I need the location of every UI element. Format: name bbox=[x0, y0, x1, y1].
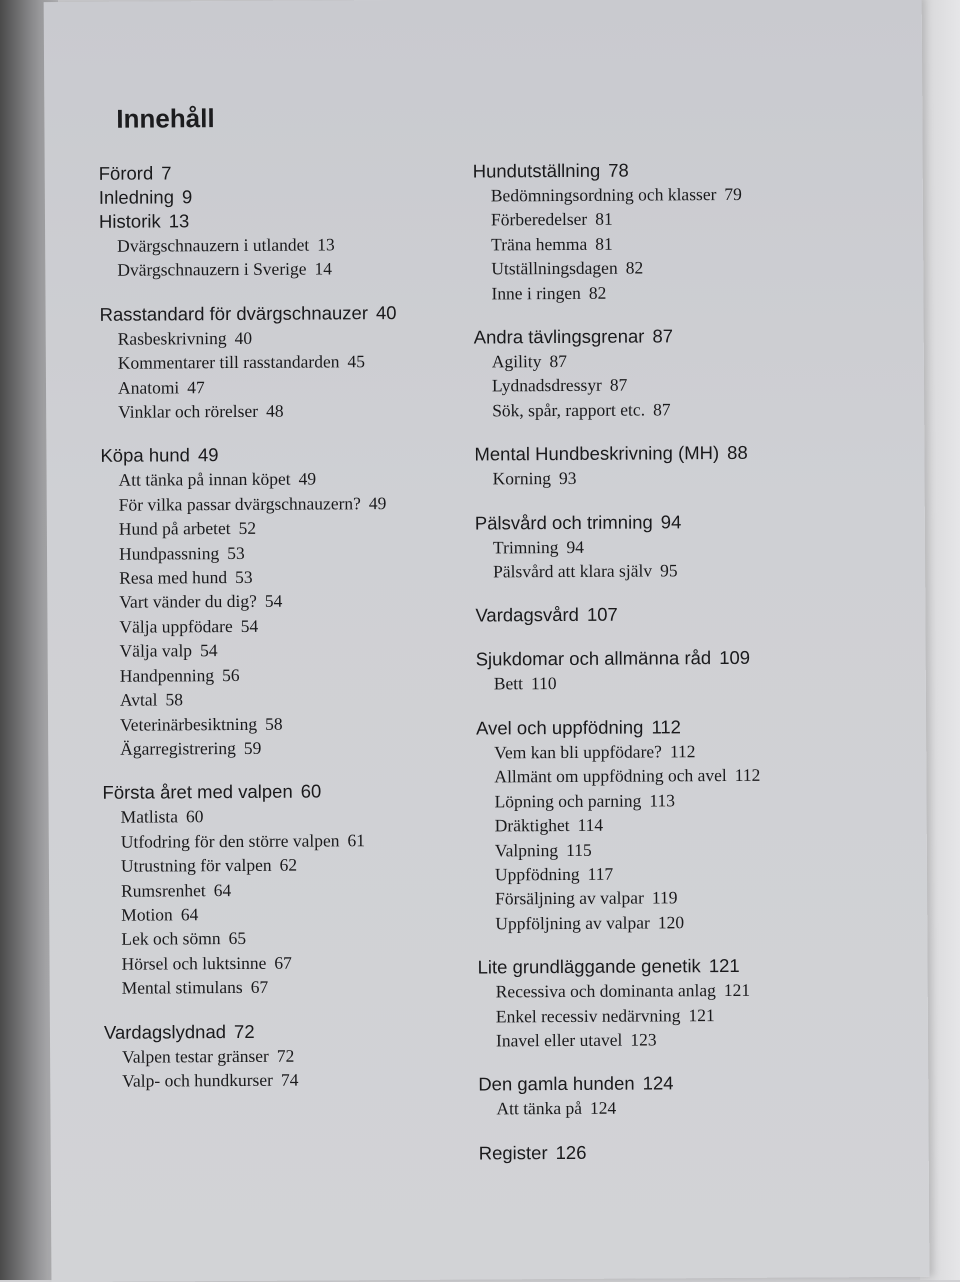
toc-chapter bbox=[104, 1018, 474, 1044]
subsection-title: Hundpassning bbox=[118, 542, 220, 564]
subsection-title: Inne i ringen bbox=[491, 282, 581, 304]
chapter-page-number: 60 bbox=[300, 780, 322, 802]
subsection-page-number: 87 bbox=[549, 350, 568, 372]
chapter-title: Avel och uppfödning bbox=[476, 716, 644, 739]
subsection-title: Förberedelser bbox=[490, 209, 588, 230]
subsection-page-number: 110 bbox=[530, 673, 557, 694]
subsection-page-number: 121 bbox=[688, 1004, 715, 1025]
toc-chapter bbox=[99, 160, 469, 186]
subsection-title: Agility bbox=[491, 351, 542, 372]
chapter-title: Första året med valpen bbox=[102, 780, 293, 804]
toc-section bbox=[477, 953, 898, 1053]
toc-chapter bbox=[473, 157, 893, 184]
toc-subsection bbox=[103, 852, 473, 879]
subsection-page-number: 119 bbox=[651, 887, 678, 908]
toc-subsection bbox=[99, 256, 469, 283]
page-title: Innehåll bbox=[116, 103, 215, 134]
subsection-title: Välja uppfödare bbox=[119, 615, 233, 637]
subsection-title: Korning bbox=[492, 468, 551, 489]
subsection-title: Valpning bbox=[494, 839, 559, 860]
toc-chapter bbox=[476, 714, 896, 741]
toc-subsection bbox=[476, 738, 896, 765]
subsection-title: Resa med hund bbox=[119, 567, 228, 588]
toc-subsection bbox=[103, 925, 473, 952]
subsection-title: Matlista bbox=[120, 806, 179, 828]
chapter-title: Andra tävlingsgrenar bbox=[473, 325, 645, 348]
chapter-page-number: 121 bbox=[708, 955, 740, 977]
toc-subsection bbox=[478, 1094, 898, 1121]
subsection-title: Trimning bbox=[492, 536, 559, 558]
toc-subsection bbox=[476, 669, 896, 696]
toc-subsection bbox=[102, 686, 472, 713]
subsection-title: Uppföljning av valpar bbox=[495, 912, 650, 934]
subsection-title: Vart vänder du dig? bbox=[119, 591, 257, 613]
subsection-page-number: 81 bbox=[595, 233, 613, 254]
toc-section bbox=[478, 1070, 898, 1121]
toc-chapter bbox=[478, 1070, 898, 1097]
subsection-page-number: 54 bbox=[264, 591, 283, 612]
toc-chapter bbox=[477, 953, 897, 980]
toc-chapter bbox=[474, 440, 894, 467]
toc-subsection bbox=[101, 564, 471, 591]
chapter-page-number: 49 bbox=[197, 444, 219, 466]
toc-chapter bbox=[479, 1139, 899, 1166]
subsection-page-number: 54 bbox=[199, 640, 218, 661]
toc-subsection bbox=[102, 661, 472, 688]
subsection-title: Utfodring för den större valpen bbox=[120, 830, 340, 852]
chapter-title: Förord bbox=[98, 162, 154, 184]
chapter-page-number: 94 bbox=[660, 510, 682, 533]
chapter-title: Register bbox=[478, 1141, 548, 1164]
toc-subsection bbox=[104, 1042, 474, 1069]
chapter-title: Lite grundläggande genetik bbox=[477, 955, 701, 978]
subsection-title: Dräktighet bbox=[494, 815, 570, 836]
subsection-page-number: 112 bbox=[734, 765, 761, 786]
toc-subsection bbox=[475, 557, 895, 584]
subsection-page-number: 59 bbox=[243, 737, 262, 758]
subsection-page-number: 95 bbox=[660, 560, 678, 581]
toc-subsection bbox=[104, 1067, 474, 1094]
toc-chapter bbox=[100, 442, 470, 468]
toc-section bbox=[104, 1018, 474, 1093]
subsection-page-number: 65 bbox=[228, 928, 247, 949]
subsection-page-number: 40 bbox=[234, 327, 253, 348]
subsection-title: Rasbeskrivning bbox=[117, 327, 227, 349]
toc-section bbox=[475, 601, 895, 628]
subsection-title: Hörsel och luktsinne bbox=[121, 952, 267, 974]
toc-subsection bbox=[473, 205, 893, 232]
toc-subsection bbox=[103, 900, 473, 927]
toc-section bbox=[102, 779, 473, 1001]
subsection-page-number: 120 bbox=[657, 911, 685, 933]
subsection-title: Inavel eller utavel bbox=[495, 1029, 623, 1051]
subsection-title: Recessiva och dominanta anlag bbox=[495, 980, 716, 1002]
subsection-page-number: 121 bbox=[723, 979, 751, 1001]
subsection-page-number: 60 bbox=[185, 806, 204, 827]
chapter-page-number: 87 bbox=[652, 325, 674, 347]
subsection-page-number: 52 bbox=[238, 518, 257, 539]
chapter-title: Sjukdomar och allmänna råd bbox=[475, 647, 712, 670]
subsection-page-number: 114 bbox=[577, 814, 604, 836]
subsection-title: Hund på arbetet bbox=[118, 518, 231, 539]
subsection-title: Vem kan bli uppfödare? bbox=[494, 741, 662, 763]
toc-subsection bbox=[477, 835, 897, 862]
toc-subsection bbox=[102, 734, 472, 761]
toc-subsection bbox=[103, 949, 473, 976]
subsection-page-number: 82 bbox=[625, 257, 644, 278]
subsection-page-number: 49 bbox=[298, 468, 317, 490]
subsection-title: Att tänka på innan köpet bbox=[118, 469, 291, 491]
toc-chapter bbox=[102, 779, 472, 805]
subsection-page-number: 62 bbox=[279, 854, 298, 875]
subsection-title: Lydnadsdressyr bbox=[491, 375, 602, 396]
toc-subsection bbox=[478, 1026, 898, 1053]
toc-subsection bbox=[101, 539, 471, 566]
subsection-title: Rumsrenhet bbox=[121, 879, 206, 901]
toc-subsection bbox=[474, 371, 894, 398]
toc-chapter bbox=[476, 645, 896, 672]
chapter-title: Vardagslydnad bbox=[103, 1020, 227, 1043]
subsection-page-number: 115 bbox=[565, 839, 592, 860]
subsection-page-number: 53 bbox=[227, 542, 245, 563]
toc-section bbox=[479, 1139, 899, 1166]
subsection-title: Lek och sömn bbox=[121, 928, 221, 950]
subsection-title: Bedömningsordning och klasser bbox=[490, 184, 717, 206]
subsection-title: Dvärgschnauzern i utlandet bbox=[117, 234, 310, 256]
subsection-page-number: 113 bbox=[649, 789, 675, 811]
subsection-page-number: 82 bbox=[588, 282, 607, 303]
subsection-title: Träna hemma bbox=[491, 233, 588, 255]
chapter-page-number: 126 bbox=[555, 1141, 587, 1163]
subsection-title: Löpning och parning bbox=[494, 790, 642, 812]
chapter-page-number: 88 bbox=[727, 442, 748, 464]
subsection-title: Bett bbox=[493, 673, 524, 694]
toc-subsection bbox=[476, 787, 896, 814]
toc-section bbox=[100, 442, 472, 761]
toc-subsection bbox=[102, 710, 472, 737]
toc-section bbox=[99, 300, 470, 424]
subsection-page-number: 87 bbox=[652, 399, 671, 420]
toc-chapter bbox=[475, 601, 895, 628]
toc-subsection bbox=[477, 811, 897, 838]
toc-chapter bbox=[99, 300, 469, 326]
subsection-title: Försäljning av valpar bbox=[495, 887, 644, 909]
toc-subsection bbox=[101, 612, 471, 639]
subsection-title: Valpen testar gränser bbox=[122, 1045, 269, 1067]
subsection-title: Dvärgschnauzern i Sverige bbox=[117, 258, 307, 281]
toc-subsection bbox=[476, 762, 896, 789]
book-page bbox=[44, 0, 930, 1282]
subsection-title: Att tänka på bbox=[496, 1098, 583, 1119]
toc-subsection bbox=[101, 515, 471, 542]
toc-subsection bbox=[478, 1001, 898, 1028]
subsection-title: Anatomi bbox=[117, 376, 180, 398]
subsection-title: Vinklar och rörelser bbox=[118, 400, 259, 422]
toc-section bbox=[473, 157, 894, 306]
subsection-page-number: 56 bbox=[222, 664, 240, 685]
chapter-page-number: 124 bbox=[642, 1072, 674, 1094]
toc-subsection bbox=[477, 909, 897, 936]
subsection-page-number: 79 bbox=[724, 183, 742, 204]
chapter-title: Vardagsvård bbox=[475, 604, 580, 626]
subsection-page-number: 54 bbox=[240, 615, 259, 636]
toc-section bbox=[476, 714, 897, 936]
subsection-page-number: 123 bbox=[630, 1029, 657, 1050]
chapter-title: Historik bbox=[98, 210, 161, 232]
subsection-page-number: 67 bbox=[274, 952, 292, 973]
toc-subsection bbox=[477, 860, 897, 887]
toc-subsection bbox=[473, 230, 893, 257]
subsection-page-number: 117 bbox=[587, 863, 614, 884]
toc-section bbox=[475, 509, 895, 584]
subsection-page-number: 112 bbox=[669, 741, 696, 762]
subsection-title: Mental stimulans bbox=[121, 977, 243, 998]
subsection-title: Utställningsdagen bbox=[491, 257, 618, 279]
chapter-title: Inledning bbox=[98, 186, 175, 208]
toc-subsection bbox=[474, 347, 894, 374]
chapter-page-number: 112 bbox=[651, 716, 681, 738]
toc-subsection bbox=[477, 884, 897, 911]
subsection-page-number: 94 bbox=[566, 536, 585, 557]
toc-subsection bbox=[100, 373, 470, 400]
toc-chapter bbox=[99, 208, 469, 234]
toc-subsection bbox=[474, 396, 894, 423]
toc-subsection bbox=[473, 181, 893, 208]
subsection-page-number: 64 bbox=[180, 904, 199, 925]
subsection-page-number: 58 bbox=[265, 713, 283, 734]
subsection-page-number: 14 bbox=[314, 258, 333, 279]
toc-section bbox=[99, 160, 470, 283]
chapter-page-number: 40 bbox=[375, 301, 397, 323]
subsection-page-number: 124 bbox=[589, 1098, 617, 1119]
toc-section bbox=[474, 323, 895, 423]
toc-subsection bbox=[473, 254, 893, 281]
subsection-page-number: 61 bbox=[347, 829, 366, 851]
toc-section bbox=[474, 440, 894, 491]
toc-right-column bbox=[473, 157, 899, 1185]
subsection-page-number: 58 bbox=[165, 689, 184, 710]
subsection-title: Enkel recessiv nedärvning bbox=[495, 1004, 681, 1026]
chapter-page-number: 109 bbox=[719, 647, 751, 669]
toc-subsection bbox=[475, 533, 895, 560]
toc-left-column bbox=[99, 160, 475, 1114]
subsection-title: Ägarregistrering bbox=[120, 737, 236, 759]
toc-subsection bbox=[103, 827, 473, 854]
toc-subsection bbox=[100, 398, 470, 425]
toc-subsection bbox=[101, 588, 471, 615]
toc-subsection bbox=[103, 876, 473, 903]
subsection-page-number: 13 bbox=[317, 234, 335, 255]
subsection-title: Pälsvård att klara själv bbox=[493, 560, 653, 582]
subsection-page-number: 53 bbox=[235, 566, 253, 588]
toc-subsection bbox=[100, 324, 470, 351]
subsection-page-number: 45 bbox=[347, 351, 366, 372]
subsection-title: Valp- och hundkurser bbox=[122, 1069, 273, 1091]
subsection-page-number: 87 bbox=[609, 375, 628, 396]
subsection-title: Sök, spår, rapport etc. bbox=[492, 399, 646, 421]
chapter-title: Köpa hund bbox=[100, 444, 191, 467]
subsection-page-number: 81 bbox=[595, 209, 613, 230]
subsection-page-number: 67 bbox=[250, 976, 269, 998]
subsection-title: Kommentarer till rasstandarden bbox=[117, 351, 340, 373]
subsection-title: Allmänt om uppfödning och avel bbox=[494, 765, 727, 787]
subsection-title: För vilka passar dvärgschnauzern? bbox=[118, 493, 361, 515]
subsection-page-number: 74 bbox=[280, 1069, 299, 1090]
subsection-title: Motion bbox=[121, 904, 173, 925]
subsection-page-number: 49 bbox=[368, 492, 387, 514]
toc-subsection bbox=[473, 279, 893, 306]
toc-subsection bbox=[104, 974, 474, 1001]
chapter-page-number: 7 bbox=[161, 162, 172, 184]
chapter-page-number: 107 bbox=[586, 604, 618, 626]
subsection-page-number: 93 bbox=[558, 468, 577, 489]
chapter-title: Rasstandard för dvärgschnauzer bbox=[99, 301, 369, 325]
chapter-title: Hundutställning bbox=[472, 159, 601, 182]
chapter-page-number: 72 bbox=[233, 1020, 255, 1042]
subsection-title: Avtal bbox=[119, 689, 158, 710]
toc-subsection bbox=[103, 803, 473, 830]
subsection-title: Uppfödning bbox=[494, 863, 580, 885]
toc-chapter bbox=[474, 323, 894, 350]
subsection-page-number: 47 bbox=[187, 376, 205, 397]
chapter-page-number: 78 bbox=[608, 159, 629, 181]
toc-chapter bbox=[475, 509, 895, 536]
subsection-title: Handpenning bbox=[119, 664, 215, 686]
chapter-page-number: 13 bbox=[168, 210, 190, 232]
chapter-title: Den gamla hunden bbox=[478, 1072, 635, 1095]
toc-subsection bbox=[100, 349, 470, 376]
subsection-title: Utrustning för valpen bbox=[120, 854, 272, 876]
subsection-page-number: 72 bbox=[276, 1045, 295, 1066]
subsection-page-number: 48 bbox=[265, 400, 284, 421]
toc-section bbox=[476, 645, 896, 696]
chapter-title: Mental Hundbeskrivning (MH) bbox=[474, 442, 720, 465]
toc-subsection bbox=[102, 637, 472, 664]
subsection-title: Veterinärbesiktning bbox=[120, 713, 258, 735]
toc-subsection bbox=[101, 466, 471, 493]
chapter-page-number: 9 bbox=[181, 186, 193, 208]
toc-subsection bbox=[478, 977, 898, 1004]
toc-chapter bbox=[99, 184, 469, 210]
toc-subsection bbox=[99, 232, 469, 259]
toc-subsection bbox=[475, 464, 895, 491]
chapter-title: Pälsvård och trimning bbox=[474, 511, 653, 534]
subsection-title: Välja valp bbox=[119, 640, 193, 661]
toc-subsection bbox=[101, 490, 471, 517]
subsection-page-number: 64 bbox=[213, 879, 232, 900]
